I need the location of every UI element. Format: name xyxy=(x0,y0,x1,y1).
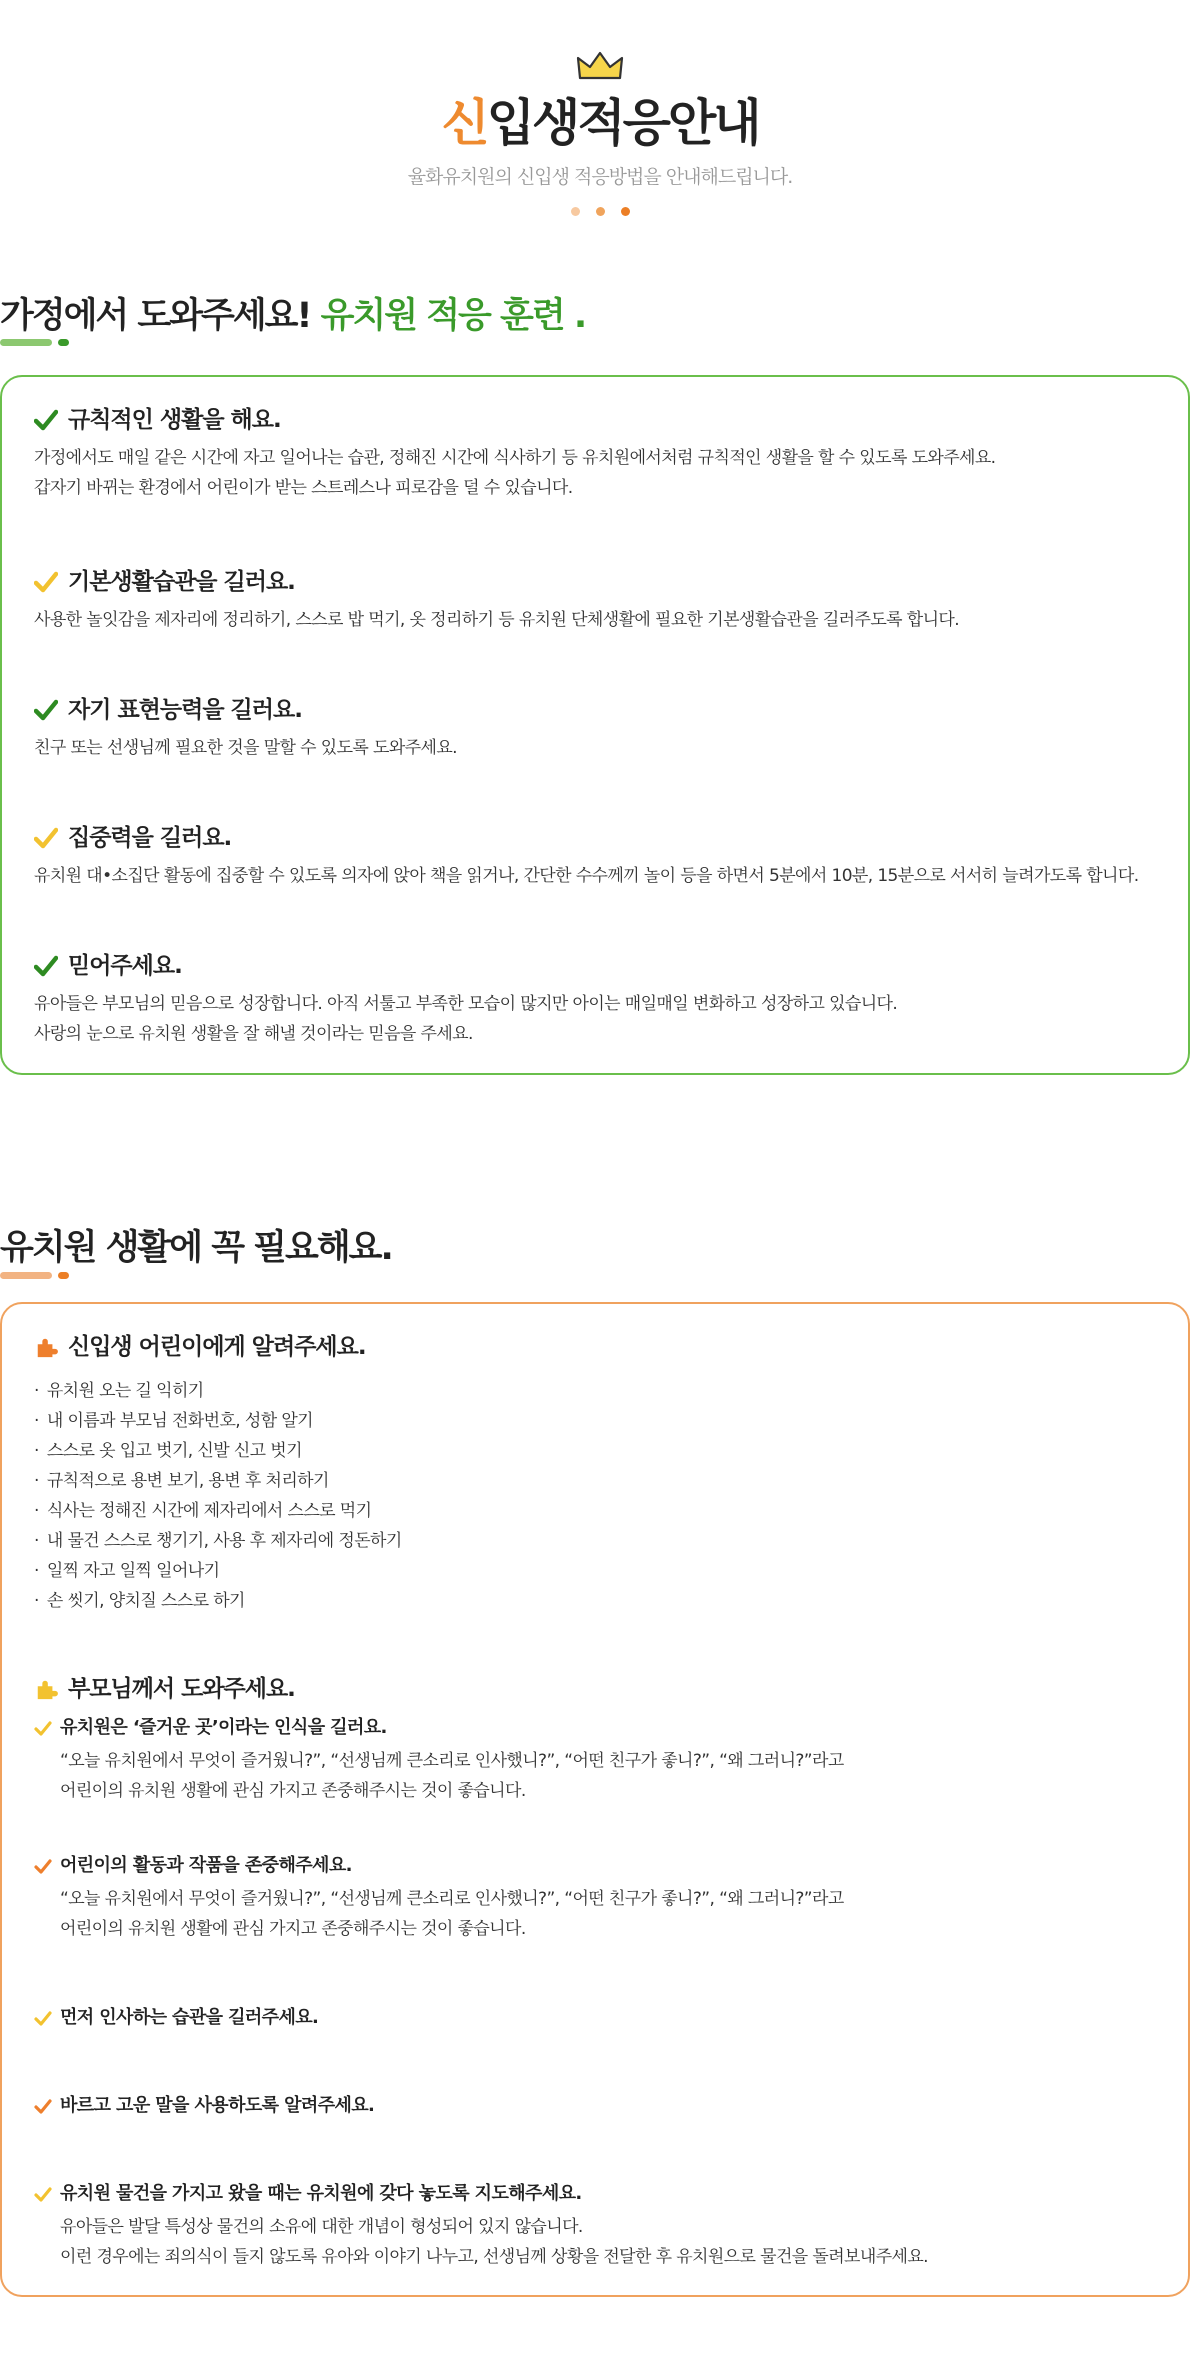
section1-underline xyxy=(0,339,69,346)
check-icon xyxy=(34,409,58,431)
list-item: · 유치원 오는 길 익히기 xyxy=(34,1376,1174,1406)
child-tip-list xyxy=(34,1376,1174,1616)
check-icon xyxy=(34,2186,52,2202)
training-item-5: 믿어주세요. 유아들은 부모님의 믿음으로 성장합니다. 아직 서툴고 부족한 모습이 많지만 아이는 매일매일 변화하고 성장하고 있습니다. 사랑의 눈으로 유치원 생활을 잘 해낼 것이라는 믿음을 주세요. xyxy=(34,953,898,1044)
check-icon xyxy=(34,827,58,849)
check-icon xyxy=(34,1858,52,1874)
block-parent-tips: 부모님께서 도와주세요. xyxy=(34,1674,1174,1704)
dot-3 xyxy=(621,207,630,216)
check-icon xyxy=(34,699,58,721)
parent-tip-3: 먼저 인사하는 습관을 길러주세요. xyxy=(34,2004,1174,2032)
page-header xyxy=(0,50,1200,216)
check-icon xyxy=(34,1720,52,1736)
list-item: · 식사는 정해진 시간에 제자리에서 스스로 먹기 xyxy=(34,1496,1174,1526)
section1-title: 가정에서 도와주세요! 유치원 적응 훈련 . xyxy=(0,296,586,336)
parent-tip-5: 유치원 물건을 가지고 왔을 때는 유치원에 갖다 놓도록 지도해주세요. 유아들은 발달 특성상 물건의 소유에 대한 개념이 형성되어 있지 않습니다. 이런 경우에는 죄의식이 들지 않도록 유아와 이야기 나누고, 선생님께 상황을 전달한 후 유치원으로 물건을 돌려보내주세요. xyxy=(34,2180,1174,2272)
pagination-dots xyxy=(0,207,1200,216)
list-item: · 내 물건 스스로 챙기기, 사용 후 제자리에 정돈하기 xyxy=(34,1526,1174,1556)
check-icon xyxy=(34,2010,52,2026)
section2-title: 유치원 생활에 꼭 필요해요. xyxy=(0,1228,392,1268)
parent-tip-4: 바르고 고운 말을 사용하도록 알려주세요. xyxy=(34,2092,1174,2120)
list-item: · 손 씻기, 양치질 스스로 하기 xyxy=(34,1586,1174,1616)
page-title: 신입생적응안내 xyxy=(441,94,759,152)
list-item: · 일찍 자고 일찍 일어나기 xyxy=(34,1556,1174,1586)
training-item-1: 규칙적인 생활을 해요. 가정에서도 매일 같은 시간에 자고 일어나는 습관, 정해진 시간에 식사하기 등 유치원에서처럼 규칙적인 생활을 할 수 있도록 도와주세요. 갑자기 바뀌는 환경에서 어린이가 받는 스트레스나 피로감을 덜 수 있습니다. xyxy=(34,407,996,498)
training-item-2: 기본생활습관을 길러요. 사용한 놀잇감을 제자리에 정리하기, 스스로 밥 먹기, 옷 정리하기 등 유치원 단체생활에 필요한 기본생활습관을 길러주도록 합니다. xyxy=(34,569,960,630)
dot-1 xyxy=(571,207,580,216)
puzzle-icon xyxy=(34,1336,58,1358)
check-icon xyxy=(34,571,58,593)
puzzle-icon xyxy=(34,1678,58,1700)
training-item-4: 집중력을 길러요. 유치원 대•소집단 활동에 집중할 수 있도록 의자에 앉아 책을 읽거나, 간단한 수수께끼 놀이 등을 하면서 5분에서 10분, 15분으로 서서히 늘려가도록 합니다. xyxy=(34,825,1139,886)
block-child-tips: 신입생 어린이에게 알려주세요. · 유치원 오는 길 익히기 · 내 이름과 부모님 전화번호, 성함 알기 · 스스로 옷 입고 벗기, 신발 신고 벗기 · 규칙적으로 용변 보기, 용변 후 처리하기 · 식사는 정해진 시간에 제자리에서 스스로 먹기 · 내 물건 스스로 챙기기, 사용 후 제자리에 정돈하기 · 일찍 자고 일찍 일어나기 · 손 씻기, 양치질 스스로 하기 xyxy=(34,1332,1174,1616)
kindergarten-life-box xyxy=(0,1302,1190,2297)
check-icon xyxy=(34,955,58,977)
training-item-3: 자기 표현능력을 길러요. 친구 또는 선생님께 필요한 것을 말할 수 있도록 도와주세요. xyxy=(34,697,457,758)
dot-2 xyxy=(596,207,605,216)
crown-icon xyxy=(576,50,624,82)
list-item: · 내 이름과 부모님 전화번호, 성함 알기 xyxy=(34,1406,1174,1436)
page-subtitle: 율화유치원의 신입생 적응방법을 안내해드립니다. xyxy=(407,166,793,188)
home-training-box xyxy=(0,375,1190,1075)
list-item: · 규칙적으로 용변 보기, 용변 후 처리하기 xyxy=(34,1466,1174,1496)
list-item: · 스스로 옷 입고 벗기, 신발 신고 벗기 xyxy=(34,1436,1174,1466)
check-icon xyxy=(34,2098,52,2114)
section2-underline xyxy=(0,1272,69,1279)
parent-tip-1: 유치원은 ‘즐거운 곳’이라는 인식을 길러요. “오늘 유치원에서 무엇이 즐거웠니?”, “선생님께 큰소리로 인사했니?”, “어떤 친구가 좋니?”, “왜 그러니?”라고 어린이의 유치원 생활에 관심 가지고 존중해주시는 것이 좋습니다. xyxy=(34,1714,1174,1806)
parent-tip-2: 어린이의 활동과 작품을 존중해주세요. “오늘 유치원에서 무엇이 즐거웠니?”, “선생님께 큰소리로 인사했니?”, “어떤 친구가 좋니?”, “왜 그러니?”라고 어린이의 유치원 생활에 관심 가지고 존중해주시는 것이 좋습니다. xyxy=(34,1852,1174,1944)
